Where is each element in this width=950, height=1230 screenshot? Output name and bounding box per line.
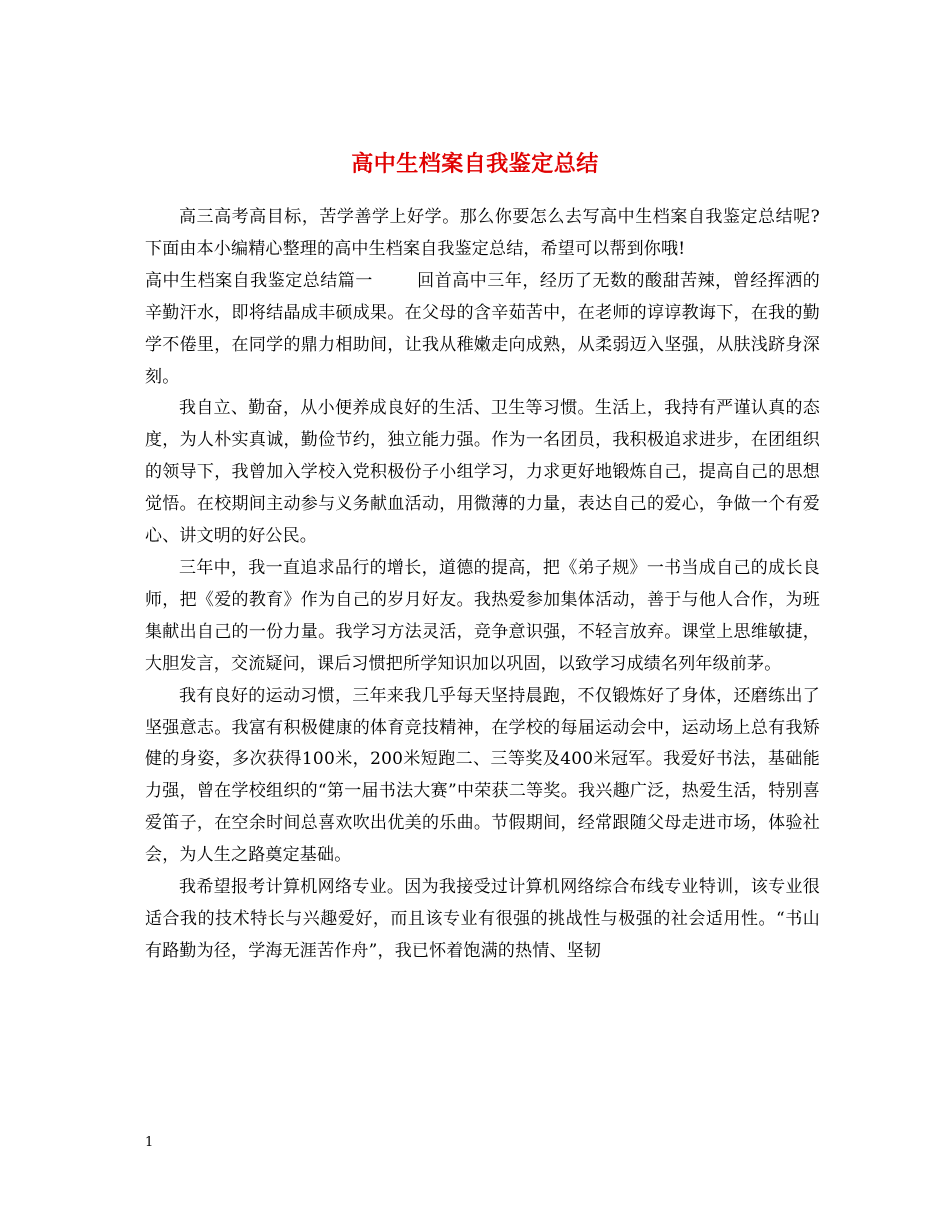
paragraph-5: 我希望报考计算机网络专业。因为我接受过计算机网络综合布线专业特训，该专业很适合我的技术特长与兴趣爱好，而且该专业有很强的挑战性与极强的社会适用性。“书山有路勤为径，学海无涯苦作舟”，我已怀着饱满的热情、坚韧 (145, 877, 820, 961)
paragraph-4: 我有良好的运动习惯，三年来我几乎每天坚持晨跑，不仅锻炼好了身体，还磨练出了坚强意志。我富有积极健康的体育竞技精神，在学校的每届运动会中，运动场上总有我矫健的身姿，多次获得100米，200米短跑二、三等奖及400米冠军。我爱好书法，基础能力强，曾在学校组织的“第一届书法大赛”中荣获二等奖。我兴趣广泛，热爱生活，特别喜爱笛子，在空余时间总喜欢吹出优美的乐曲。节假期间，经常跟随父母走进市场，体验社会，为人生之路奠定基础。 (145, 685, 820, 866)
section-heading: 高中生档案自我鉴定总结篇一 (145, 270, 373, 291)
document-body (145, 202, 820, 968)
section-paragraph-1 (145, 266, 820, 394)
paragraph-1-text: 回首高中三年，经历了无数的酸甜苦辣，曾经挥洒的辛勤汗水，即将结晶成丰硕成果。在父母的含辛茹苦中，在老师的谆谆教诲下，在我的勤学不倦里，在同学的鼎力相助间，让我从稚嫩走向成熟，从柔弱迈入坚强，从肤浅跻身深刻。 (145, 270, 820, 387)
intro-paragraph: 高三高考高目标，苦学善学上好学。那么你要怎么去写高中生档案自我鉴定总结呢?下面由本小编精心整理的高中生档案自我鉴定总结，希望可以帮到你哦! (145, 207, 820, 259)
paragraph-2: 我自立、勤奋，从小便养成良好的生活、卫生等习惯。生活上，我持有严谨认真的态度，为人朴实真诚，勤俭节约，独立能力强。作为一名团员，我积极追求进步，在团组织的领导下，我曾加入学校入党积极份子小组学习，力求更好地锻炼自己，提高自己的思想觉悟。在校期间主动参与义务献血活动，用微薄的力量，表达自己的爱心，争做一个有爱心、讲文明的好公民。 (145, 398, 820, 547)
page-number: 1 (145, 1135, 154, 1150)
paragraph-3: 三年中，我一直追求品行的增长，道德的提高，把《弟子规》一书当成自己的成长良师，把《爱的教育》作为自己的岁月好友。我热爱参加集体活动，善于与他人合作，为班集献出自己的一份力量。我学习方法灵活，竞争意识强，不轻言放弃。课堂上思维敏捷，大胆发言，交流疑问，课后习惯把所学知识加以巩固，以致学习成绩名列年级前茅。 (145, 557, 820, 674)
document-title: 高中生档案自我鉴定总结 (351, 150, 599, 177)
